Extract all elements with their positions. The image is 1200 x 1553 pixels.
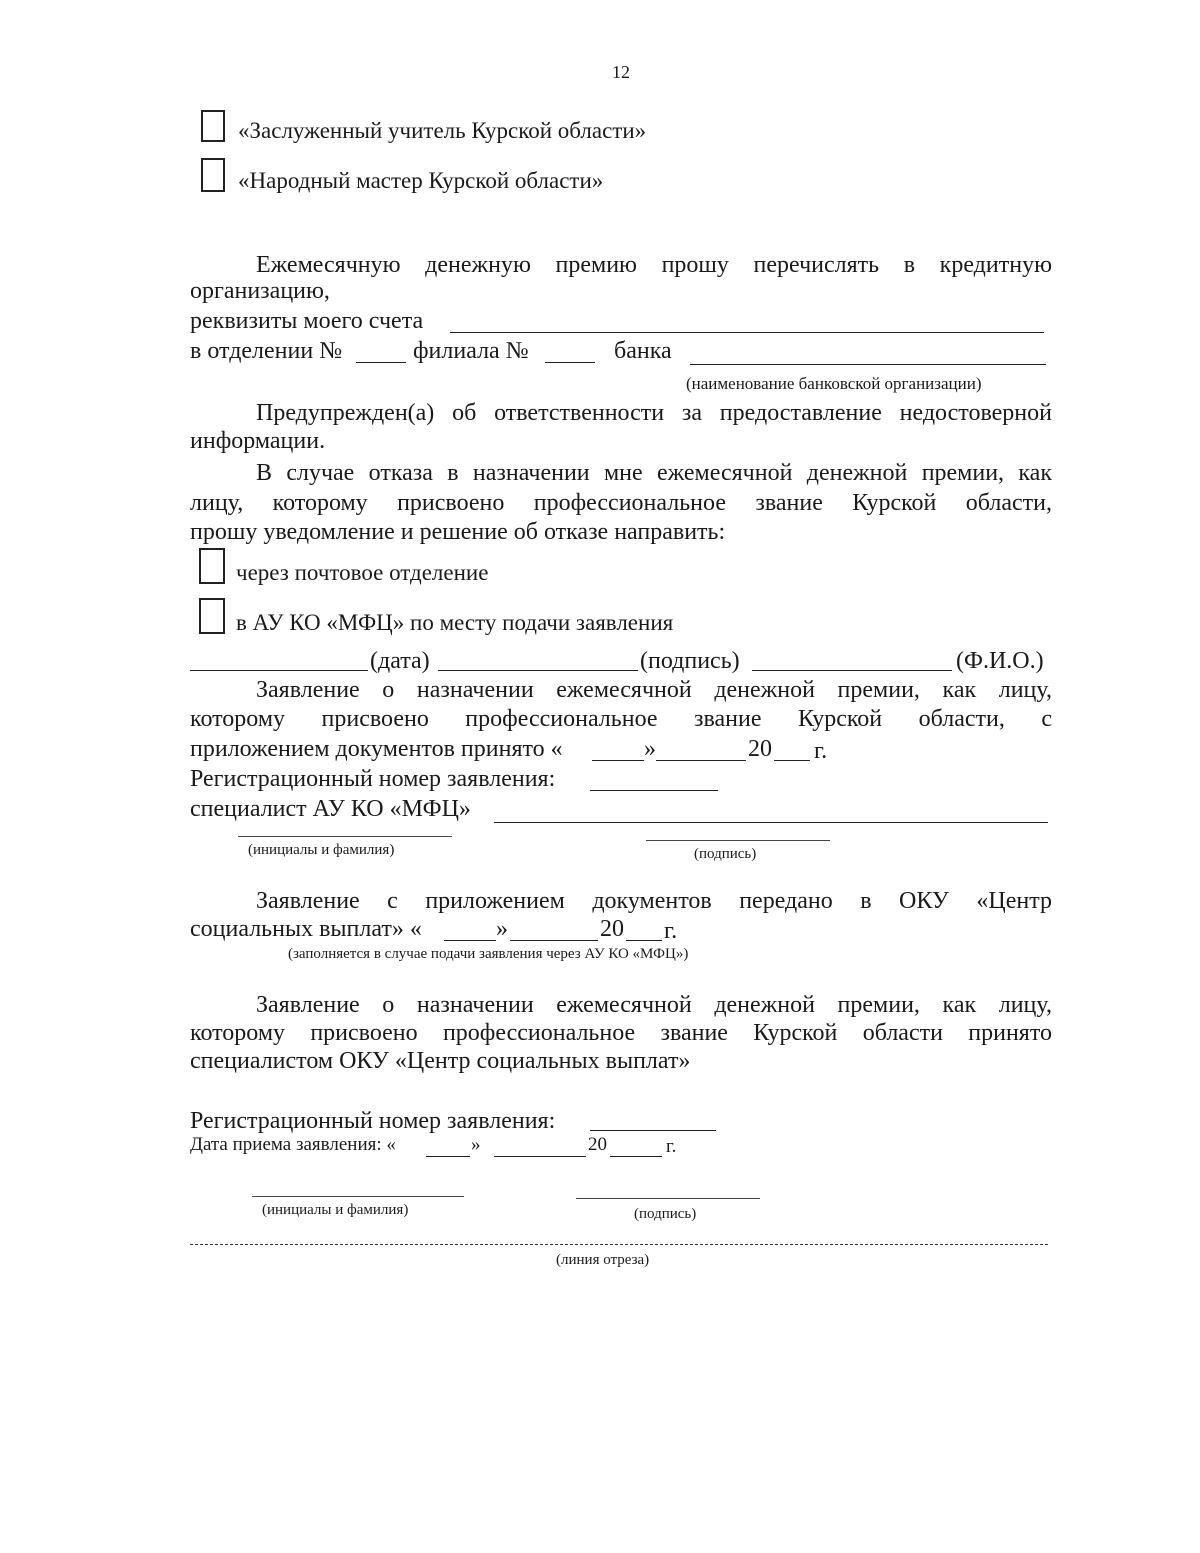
option-checkbox-teacher[interactable] (201, 110, 225, 142)
delivery-checkbox-mfc[interactable] (199, 598, 225, 634)
center-year-suffix: г. (666, 1136, 677, 1157)
mfc-specialist-field[interactable] (494, 822, 1048, 823)
delivery-checkbox-post[interactable] (199, 548, 225, 584)
transfer-year-prefix: 20 (600, 916, 624, 942)
option-checkbox-master[interactable] (201, 158, 225, 192)
mfc-day-field[interactable] (592, 760, 644, 761)
mfc-accept-line3: приложением документов принято « (190, 736, 563, 762)
mfc-signature-caption: (подпись) (694, 846, 757, 862)
mfc-initials-field[interactable] (238, 836, 452, 837)
transfer-month-field[interactable] (510, 940, 598, 941)
option-label-teacher: «Заслуженный учитель Курской области» (238, 118, 647, 143)
fio-field[interactable] (752, 670, 952, 671)
date-field[interactable] (190, 670, 368, 671)
transfer-line1: Заявление с приложением документов передано в ОКУ «Центр (256, 888, 1052, 914)
mfc-specialist-label: специалист АУ КО «МФЦ» (190, 796, 471, 822)
bank-label: банка (614, 338, 672, 364)
delivery-label-mfc: в АУ КО «МФЦ» по месту подачи заявления (236, 610, 674, 635)
mfc-reg-number-label: Регистрационный номер заявления: (190, 766, 556, 792)
center-signature-field[interactable] (576, 1198, 760, 1199)
warning-line1: Предупрежден(а) об ответственности за предоставление недостоверной (256, 400, 1052, 426)
page-number: 12 (612, 62, 630, 82)
signature-field[interactable] (438, 670, 638, 671)
cut-line-caption: (линия отреза) (556, 1252, 650, 1268)
mfc-signature-field[interactable] (646, 840, 830, 841)
filial-field[interactable] (545, 362, 595, 363)
mfc-accept-line2: которому присвоено профессиональное звание Курской области, с (190, 706, 1052, 732)
branch-field[interactable] (356, 362, 406, 363)
account-field[interactable] (450, 332, 1044, 333)
center-reg-number-field[interactable] (590, 1130, 716, 1131)
refusal-line3: прошу уведомление и решение об отказе направить: (190, 519, 726, 545)
filial-label: филиала № (413, 338, 529, 364)
payment-paragraph-line2: организацию, (190, 278, 330, 304)
center-accept-line3: специалистом ОКУ «Центр социальных выплат» (190, 1048, 691, 1074)
mfc-year-suffix: г. (814, 738, 828, 764)
account-label: реквизиты моего счета (190, 308, 424, 334)
center-month-field[interactable] (494, 1156, 586, 1157)
branch-label: в отделении № (190, 338, 343, 364)
refusal-line2: лицу, которому присвоено профессиональное звание Курской области, (190, 490, 1052, 516)
center-year-field[interactable] (610, 1156, 662, 1157)
option-label-master: «Народный мастер Курской области» (238, 168, 604, 193)
center-reg-number-label: Регистрационный номер заявления: (190, 1108, 556, 1134)
mfc-year-prefix: 20 (748, 736, 772, 762)
center-day-field[interactable] (426, 1156, 470, 1157)
payment-paragraph-line1: Ежемесячную денежную премию прошу перечислять в кредитную (256, 252, 1052, 278)
signature-caption: (подпись) (640, 648, 740, 674)
transfer-note: (заполняется в случае подачи заявления через АУ КО «МФЦ») (288, 946, 689, 962)
center-quote-close: » (471, 1134, 481, 1155)
delivery-label-post: через почтовое отделение (236, 560, 489, 585)
center-date-label: Дата приема заявления: « (190, 1134, 396, 1155)
transfer-line2: социальных выплат» « (190, 916, 422, 942)
center-year-prefix: 20 (588, 1134, 607, 1155)
mfc-accept-line1: Заявление о назначении ежемесячной денежной премии, как лицу, (256, 677, 1052, 703)
mfc-reg-number-field[interactable] (590, 790, 718, 791)
fio-caption: (Ф.И.О.) (956, 648, 1044, 674)
center-initials-caption: (инициалы и фамилия) (262, 1202, 409, 1218)
bank-hint: (наименование банковской организации) (686, 374, 982, 393)
mfc-month-field[interactable] (656, 760, 746, 761)
center-initials-field[interactable] (252, 1196, 464, 1197)
transfer-year-field[interactable] (626, 940, 662, 941)
cut-line (190, 1244, 1048, 1245)
transfer-day-field[interactable] (444, 940, 496, 941)
center-accept-line1: Заявление о назначении ежемесячной денежной премии, как лицу, (256, 992, 1052, 1018)
center-signature-caption: (подпись) (634, 1206, 697, 1222)
date-caption: (дата) (370, 648, 430, 674)
transfer-year-suffix: г. (664, 918, 678, 944)
warning-line2: информации. (190, 428, 326, 454)
bank-field[interactable] (690, 364, 1046, 365)
mfc-year-field[interactable] (774, 760, 810, 761)
transfer-quote-close: » (496, 916, 508, 942)
mfc-quote-close: » (644, 736, 656, 762)
center-accept-line2: которому присвоено профессиональное звание Курской области принято (190, 1020, 1052, 1046)
mfc-initials-caption: (инициалы и фамилия) (248, 842, 395, 858)
refusal-line1: В случае отказа в назначении мне ежемесячной денежной премии, как (256, 460, 1052, 486)
